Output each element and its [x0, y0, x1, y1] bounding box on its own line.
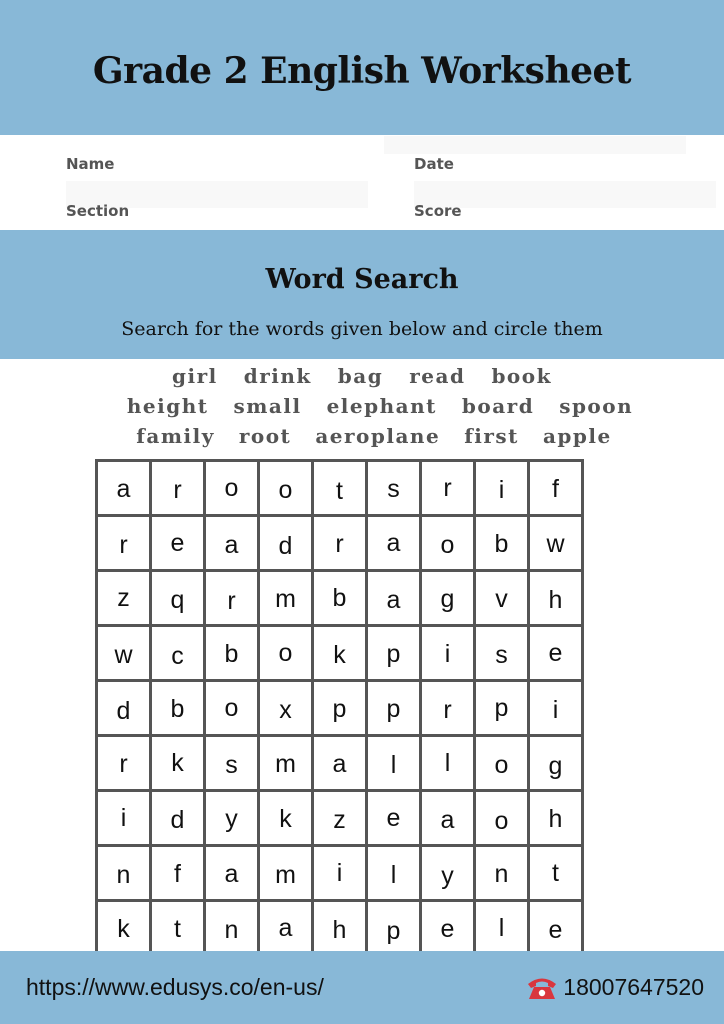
grid-cell[interactable]: a [367, 571, 421, 626]
grid-cell[interactable]: l [367, 846, 421, 901]
grid-cell[interactable]: i [313, 846, 367, 901]
grid-cell[interactable]: g [421, 571, 475, 626]
word-item: root [238, 424, 292, 448]
grid-row [97, 901, 583, 956]
grid-cell[interactable]: w [529, 516, 583, 571]
grid-cell[interactable]: a [313, 736, 367, 791]
grid-cell[interactable]: r [205, 571, 259, 626]
date-label: Date [414, 155, 454, 173]
word-item: drink [243, 364, 312, 388]
grid-row [97, 736, 583, 791]
word-row-1 [0, 364, 724, 388]
word-item: read [409, 364, 466, 388]
grid-cell[interactable]: d [97, 681, 151, 736]
grid-cell[interactable]: i [529, 681, 583, 736]
word-item: book [491, 364, 552, 388]
grid-cell[interactable]: t [151, 901, 205, 956]
grid-cell[interactable]: t [313, 461, 367, 516]
header-band [0, 0, 724, 135]
grid-cell[interactable]: q [151, 571, 205, 626]
grid-cell[interactable]: h [529, 791, 583, 846]
word-item: height [126, 394, 209, 418]
grid-cell[interactable]: l [475, 901, 529, 956]
grid-cell[interactable]: p [367, 681, 421, 736]
grid-cell[interactable]: a [259, 901, 313, 956]
grid-cell[interactable]: y [421, 846, 475, 901]
grid-cell[interactable]: e [529, 626, 583, 681]
grid-cell[interactable]: l [367, 736, 421, 791]
word-item: bag [337, 364, 384, 388]
worksheet-title: Grade 2 English Worksheet [92, 50, 632, 92]
grid-cell[interactable]: f [151, 846, 205, 901]
word-search-title: Word Search [265, 264, 459, 295]
grid-cell[interactable]: o [475, 736, 529, 791]
grid-cell[interactable]: z [313, 791, 367, 846]
grid-cell[interactable]: a [205, 846, 259, 901]
word-item: board [461, 394, 535, 418]
grid-cell[interactable]: m [259, 571, 313, 626]
word-item: spoon [559, 394, 634, 418]
grid-cell[interactable]: x [259, 681, 313, 736]
grid-cell[interactable]: e [421, 901, 475, 956]
word-item: apple [542, 424, 612, 448]
grid-cell[interactable]: k [151, 736, 205, 791]
grid-row [97, 791, 583, 846]
grid-cell[interactable]: r [421, 461, 475, 516]
grid-cell[interactable]: f [529, 461, 583, 516]
grid-cell[interactable]: s [367, 461, 421, 516]
letter-grid [95, 459, 584, 957]
grid-cell[interactable]: k [259, 791, 313, 846]
grid-cell[interactable]: o [205, 461, 259, 516]
grid-cell[interactable]: e [529, 901, 583, 956]
website-url[interactable]: https://www.edusys.co/en-us/ [26, 974, 324, 1000]
word-item: first [464, 424, 519, 448]
grid-cell[interactable]: m [259, 736, 313, 791]
grid-cell[interactable]: o [259, 626, 313, 681]
grid-cell[interactable]: r [97, 516, 151, 571]
telephone-icon [525, 975, 559, 1001]
grid-cell[interactable]: r [313, 516, 367, 571]
word-item: small [233, 394, 302, 418]
grid-cell[interactable]: p [475, 681, 529, 736]
grid-cell[interactable]: w [97, 626, 151, 681]
grid-row [97, 571, 583, 626]
phone-contact[interactable] [525, 974, 704, 1001]
grid-cell[interactable]: a [97, 461, 151, 516]
grid-cell[interactable]: s [205, 736, 259, 791]
grid-cell[interactable]: d [151, 791, 205, 846]
grid-cell[interactable]: n [475, 846, 529, 901]
word-item: elephant [326, 394, 437, 418]
grid-cell[interactable]: k [313, 626, 367, 681]
grid-cell[interactable]: z [97, 571, 151, 626]
grid-cell[interactable]: p [367, 626, 421, 681]
grid-cell[interactable]: a [421, 791, 475, 846]
section-label: Section [66, 202, 130, 220]
grid-row [97, 461, 583, 516]
word-item: girl [172, 364, 218, 388]
grid-cell[interactable]: n [97, 846, 151, 901]
grid-cell[interactable]: o [259, 461, 313, 516]
grid-cell[interactable]: b [151, 681, 205, 736]
grid-cell[interactable]: y [205, 791, 259, 846]
grid-cell[interactable]: o [421, 516, 475, 571]
word-row-2 [0, 394, 724, 418]
grid-row [97, 626, 583, 681]
grid-cell[interactable]: r [421, 681, 475, 736]
grid-cell[interactable]: m [259, 846, 313, 901]
grid-cell[interactable]: d [259, 516, 313, 571]
grid-cell[interactable]: e [151, 516, 205, 571]
grid-cell[interactable]: k [97, 901, 151, 956]
grid-cell[interactable]: v [475, 571, 529, 626]
word-item: family [136, 424, 215, 448]
date-line[interactable] [384, 136, 686, 154]
grid-cell[interactable]: b [313, 571, 367, 626]
grid-row [97, 681, 583, 736]
grid-cell[interactable]: b [205, 626, 259, 681]
grid-cell[interactable]: t [529, 846, 583, 901]
grid-cell[interactable]: h [529, 571, 583, 626]
grid-cell[interactable]: h [313, 901, 367, 956]
grid-row [97, 516, 583, 571]
word-search-instruction: Search for the words given below and circle them [121, 318, 603, 340]
word-item: aeroplane [315, 424, 441, 448]
grid-cell[interactable]: r [151, 461, 205, 516]
grid-cell[interactable]: s [475, 626, 529, 681]
grid-cell[interactable]: g [529, 736, 583, 791]
grid-cell[interactable]: i [97, 791, 151, 846]
grid-cell[interactable]: c [151, 626, 205, 681]
name-label: Name [66, 155, 115, 173]
grid-cell[interactable]: i [421, 626, 475, 681]
grid-cell[interactable]: o [475, 791, 529, 846]
phone-number: 18007647520 [563, 974, 704, 1000]
grid-cell[interactable]: r [97, 736, 151, 791]
score-label: Score [414, 202, 462, 220]
grid-cell[interactable]: p [367, 901, 421, 956]
grid-cell[interactable]: a [205, 516, 259, 571]
grid-cell[interactable]: o [205, 681, 259, 736]
grid-cell[interactable]: b [475, 516, 529, 571]
grid-cell[interactable]: i [475, 461, 529, 516]
grid-cell[interactable]: p [313, 681, 367, 736]
grid-row [97, 846, 583, 901]
grid-cell[interactable]: n [205, 901, 259, 956]
word-row-3 [0, 424, 724, 448]
grid-cell[interactable]: e [367, 791, 421, 846]
grid-cell[interactable]: a [367, 516, 421, 571]
grid-cell[interactable]: l [421, 736, 475, 791]
